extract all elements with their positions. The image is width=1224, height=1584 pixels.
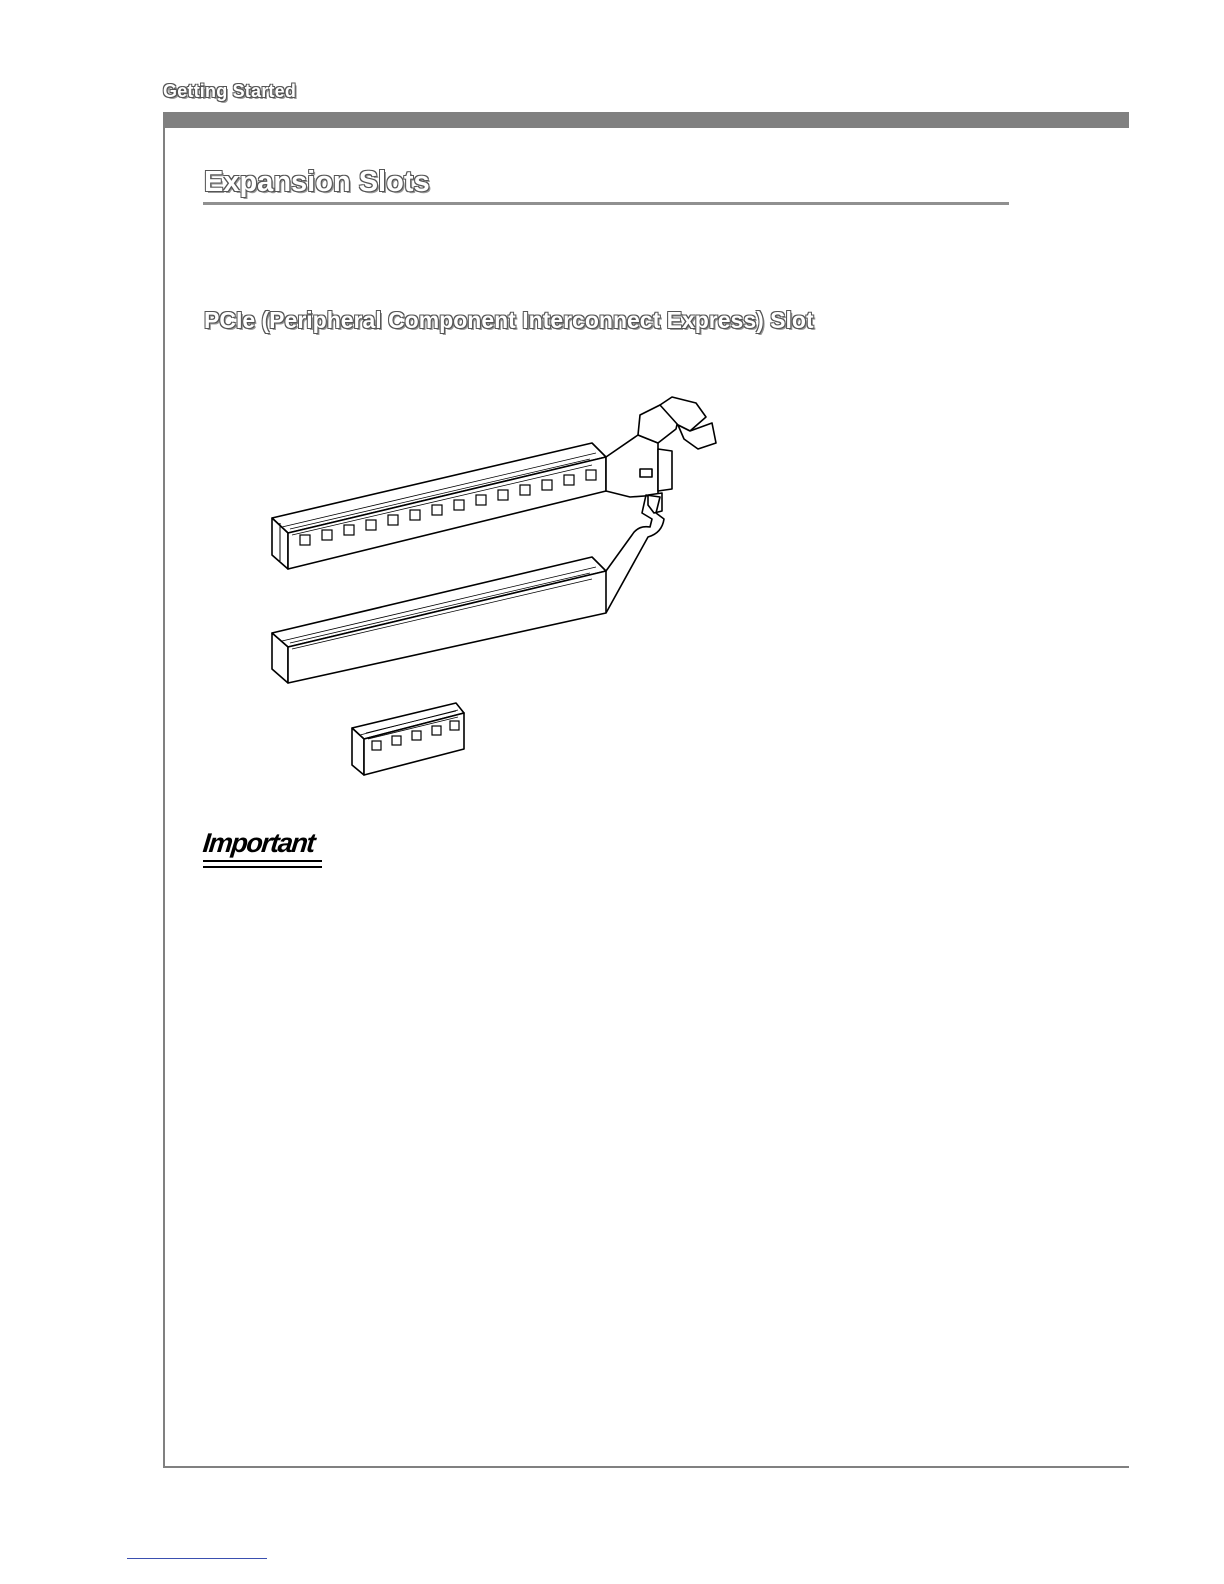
pcie-slots-illustration [260,385,730,785]
important-underline [203,860,322,862]
important-label: Important [201,828,316,858]
page-title: Expansion Slots [204,166,430,198]
pcie-x16-slot [272,397,716,569]
pcie-slot-heading: PCIe (Peripheral Component Interconnect Express) Slot [204,307,814,333]
header-bar [163,112,1129,128]
title-underline [203,202,1009,205]
footer-link-underline[interactable] [127,1558,267,1559]
section-label: Getting Started [163,81,297,101]
bottom-rule [163,1466,1129,1468]
important-underline-double [203,866,322,868]
left-margin-rule [163,112,165,1468]
